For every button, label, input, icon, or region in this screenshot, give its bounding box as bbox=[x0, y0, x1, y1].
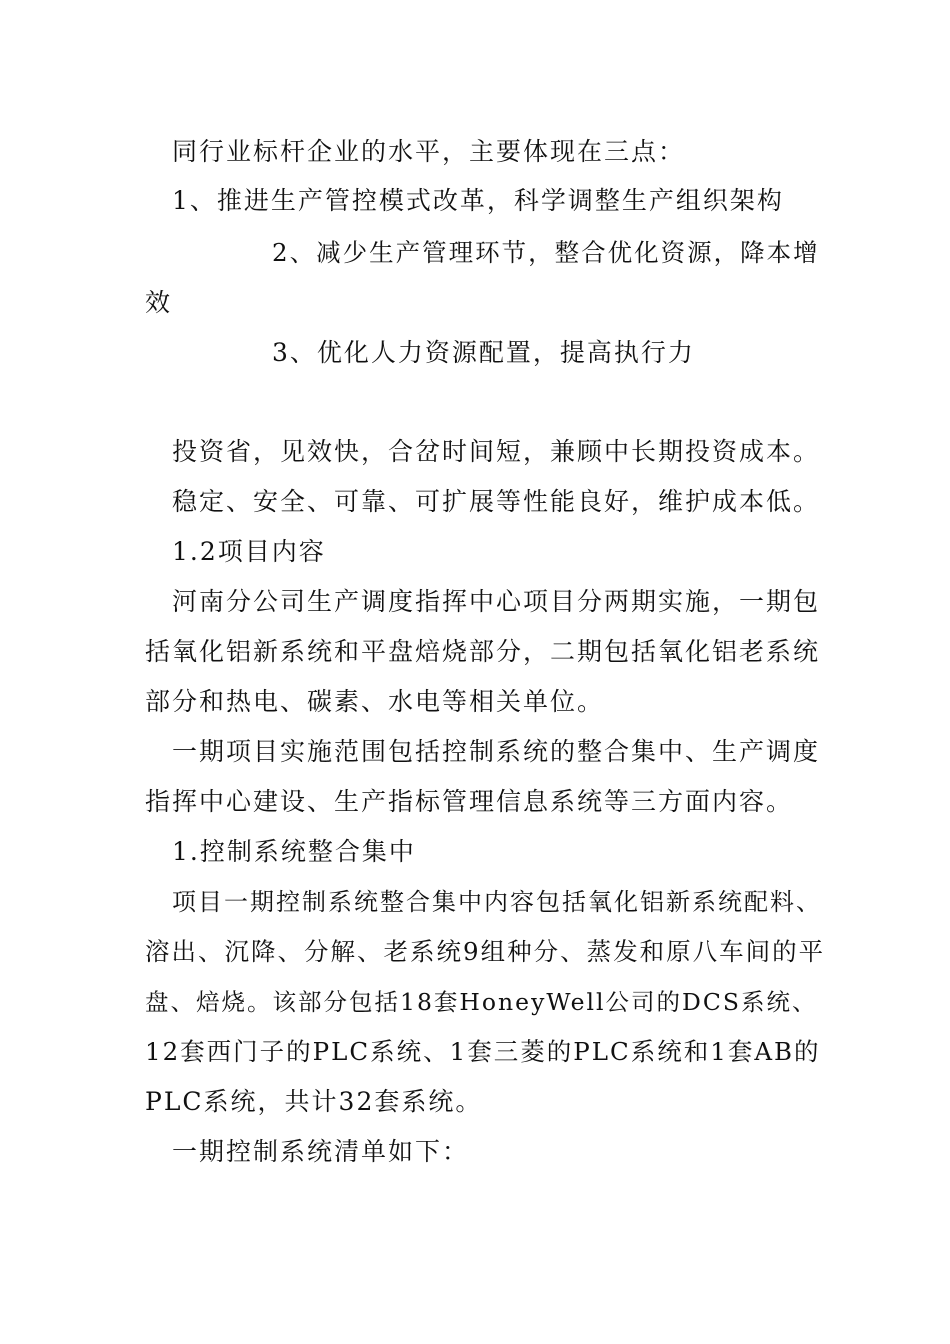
paragraph-line: 盘、焙烧。该部分包括18套HoneyWell公司的DCS系统、 bbox=[145, 988, 818, 1016]
paragraph-line: 3、优化人力资源配置，提高执行力 bbox=[272, 338, 695, 367]
paragraph-line: 项目一期控制系统整合集中内容包括氧化铝新系统配料、 bbox=[172, 888, 822, 916]
paragraph-line: 溶出、沉降、分解、老系统9组种分、蒸发和原八车间的平 bbox=[145, 937, 826, 966]
paragraph-line: 效 bbox=[145, 288, 173, 317]
paragraph-line: 同行业标杆企业的水平，主要体现在三点： bbox=[172, 137, 686, 166]
paragraph-line: 稳定、安全、可靠、可扩展等性能良好，维护成本低。 bbox=[172, 487, 821, 516]
section-heading: 1.2项目内容 bbox=[172, 537, 326, 566]
paragraph-line: 2、减少生产管理环节，整合优化资源，降本增 bbox=[272, 238, 820, 267]
paragraph-line: 1、推进生产管控模式改革，科学调整生产组织架构 bbox=[172, 186, 784, 215]
paragraph-line: 12套西门子的PLC系统、1套三菱的PLC系统和1套AB的 bbox=[145, 1037, 821, 1066]
paragraph-line: 括氧化铝新系统和平盘焙烧部分，二期包括氧化铝老系统 bbox=[145, 637, 821, 666]
paragraph-line: 投资省，见效快，合岔时间短，兼顾中长期投资成本。 bbox=[172, 437, 821, 466]
paragraph-line: PLC系统，共计32套系统。 bbox=[145, 1087, 483, 1116]
section-heading: 1.控制系统整合集中 bbox=[172, 837, 416, 866]
paragraph-line: 河南分公司生产调度指挥中心项目分两期实施，一期包 bbox=[172, 587, 821, 616]
paragraph-line: 部分和热电、碳素、水电等相关单位。 bbox=[145, 687, 605, 716]
paragraph-line: 指挥中心建设、生产指标管理信息系统等三方面内容。 bbox=[145, 787, 794, 816]
paragraph-line: 一期项目实施范围包括控制系统的整合集中、生产调度 bbox=[172, 737, 821, 766]
paragraph-line: 一期控制系统清单如下： bbox=[172, 1137, 470, 1166]
